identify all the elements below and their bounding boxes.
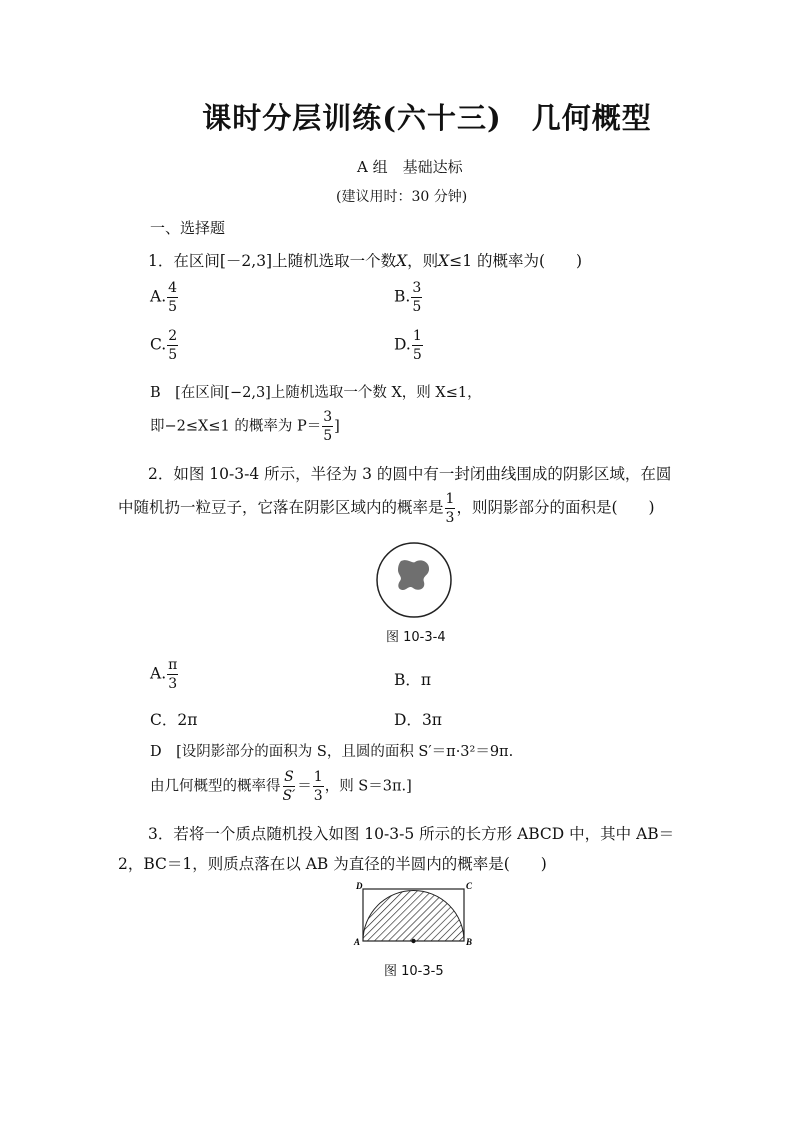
fraction bbox=[445, 492, 456, 525]
fraction bbox=[411, 281, 422, 314]
option-1a bbox=[150, 281, 179, 314]
time-hint: (建议用时：30 分钟) bbox=[336, 189, 468, 205]
midpoint-dot bbox=[411, 939, 415, 943]
figure-caption-10-3-5: 图 10-3-5 bbox=[384, 964, 444, 979]
fraction-numerator: 4 bbox=[168, 280, 178, 296]
answer-1-line-1: B [在区间[−2,3]上随机选取一个数 X，则 X≤1， bbox=[150, 385, 482, 401]
question-2-text-a: 中随机扔一粒豆子，它落在阴影区域内的概率是 bbox=[118, 498, 444, 517]
question-3-line-2: 2，BC＝1，则质点落在以 AB 为直径的半圆内的概率是( ) bbox=[118, 855, 547, 873]
fraction bbox=[167, 281, 178, 314]
fraction bbox=[322, 410, 333, 443]
option-text: 3π bbox=[421, 711, 442, 729]
answer-2-line-2 bbox=[150, 770, 412, 803]
rectangle-semicircle-figure bbox=[350, 880, 480, 950]
equals-sign: ＝ bbox=[297, 778, 312, 795]
fraction-numerator: 3 bbox=[412, 280, 422, 296]
page-title: 课时分层训练(六十三) 几何概型 bbox=[202, 101, 652, 135]
fraction-numerator: 2 bbox=[168, 328, 178, 344]
fraction-denominator: S′ bbox=[282, 788, 296, 804]
label-d: D bbox=[356, 881, 363, 891]
fraction-denominator: 5 bbox=[412, 299, 422, 315]
figure-caption-10-3-4: 图 10-3-4 bbox=[386, 630, 446, 645]
fraction-denominator: 3 bbox=[168, 676, 178, 692]
fraction-denominator: 3 bbox=[313, 788, 323, 804]
fraction bbox=[282, 770, 297, 803]
option-letter: A. bbox=[150, 287, 167, 306]
label-c: C bbox=[466, 881, 473, 891]
fraction bbox=[167, 658, 178, 691]
option-letter: B. bbox=[394, 287, 411, 306]
circle-shaded-figure bbox=[374, 540, 454, 620]
answer-1-line-2 bbox=[150, 410, 340, 443]
fraction-denominator: 3 bbox=[445, 510, 455, 526]
option-letter: B． bbox=[394, 671, 421, 689]
option-2c bbox=[150, 708, 197, 730]
option-text: π bbox=[420, 671, 432, 689]
option-1d bbox=[394, 329, 424, 362]
question-2-line-1: 2．如图 10-3-4 所示，半径为 3 的圆中有一封闭曲线围成的阴影区域，在圆 bbox=[148, 465, 672, 483]
option-letter: D． bbox=[394, 711, 422, 729]
fraction-numerator: S bbox=[284, 769, 294, 785]
group-title: A 组 基础达标 bbox=[357, 158, 463, 176]
option-2b bbox=[394, 668, 431, 690]
fraction-numerator: π bbox=[168, 657, 178, 673]
option-letter: C． bbox=[150, 711, 178, 729]
fraction-denominator: 5 bbox=[168, 347, 178, 363]
question-1-stem bbox=[148, 249, 582, 271]
fraction-denominator: 5 bbox=[168, 299, 178, 315]
fraction-numerator: 1 bbox=[445, 491, 455, 507]
option-1c bbox=[150, 329, 179, 362]
option-2a bbox=[150, 658, 179, 691]
fraction-denominator: 5 bbox=[323, 428, 333, 444]
section-heading: 一、选择题 bbox=[150, 219, 226, 237]
fraction bbox=[313, 770, 324, 803]
question-2-text-b: ，则阴影部分的面积是( ) bbox=[456, 498, 655, 517]
fraction-numerator: 3 bbox=[323, 409, 333, 425]
question-1-text-a: 1．在区间[－2,3]上随机选取一个数 bbox=[148, 252, 397, 270]
label-b: B bbox=[466, 937, 473, 947]
option-letter: A. bbox=[150, 664, 167, 683]
question-3-line-1: 3．若将一个质点随机投入如图 10-3-5 所示的长方形 ABCD 中，其中 AB＝ bbox=[148, 825, 675, 843]
answer-1-close: ] bbox=[334, 418, 340, 435]
option-2d bbox=[394, 708, 442, 730]
question-1-text-b: ，则 bbox=[407, 252, 439, 270]
question-1-text-c: ≤1 的概率为( ) bbox=[449, 252, 583, 270]
option-text: 2π bbox=[177, 711, 198, 729]
answer-1-text: 即−2≤X≤1 的概率为 P＝ bbox=[150, 418, 322, 435]
fraction-denominator: 5 bbox=[412, 347, 422, 363]
fraction-numerator: 1 bbox=[412, 328, 422, 344]
option-letter: D. bbox=[394, 335, 411, 354]
question-2-line-2 bbox=[118, 492, 655, 525]
fraction bbox=[167, 329, 178, 362]
option-1b bbox=[394, 281, 423, 314]
fraction bbox=[412, 329, 423, 362]
hatched-semicircle bbox=[363, 891, 464, 942]
answer-2-line-1: D [设阴影部分的面积为 S，且圆的面积 S′＝π·3²＝9π. bbox=[150, 744, 514, 760]
option-letter: C. bbox=[150, 335, 167, 354]
question-1-var: X bbox=[396, 252, 408, 270]
fraction-numerator: 1 bbox=[313, 769, 323, 785]
answer-2-text: 由几何概型的概率得 bbox=[150, 778, 281, 795]
question-1-var2: X bbox=[438, 252, 450, 270]
answer-2-close: ，则 S＝3π.] bbox=[324, 778, 412, 795]
label-a: A bbox=[354, 937, 361, 947]
